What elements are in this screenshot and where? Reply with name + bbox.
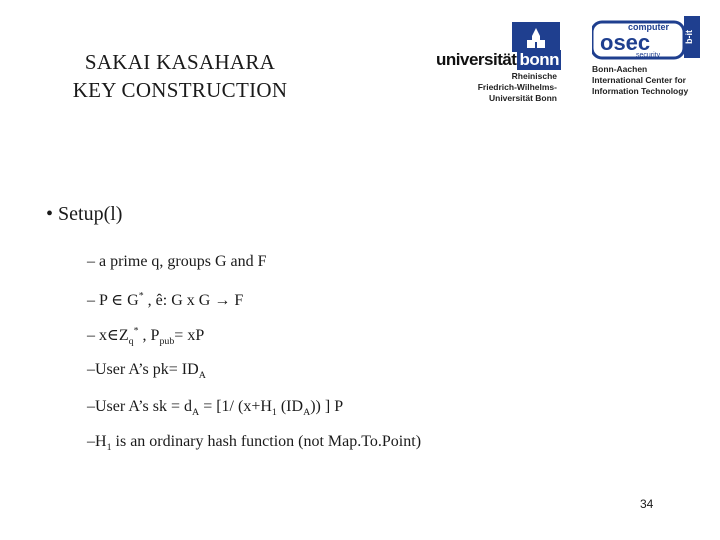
bit-subtitle-line: Information Technology [592,86,689,96]
setup-line-4 [87,361,206,381]
bit-logo [588,16,708,108]
line-2-post: , ê: G x G → F [143,292,244,309]
bonn-wordmark-box: bonn [519,50,560,69]
line-5-sub-3: A [303,407,311,419]
line-1-text: a prime q, groups G and F [99,253,267,270]
slide-title [40,48,320,104]
setup-heading: Setup(l) [58,203,123,225]
bit-mark-main-text: osec [600,30,651,55]
university-bonn-logo [436,22,561,106]
bit-mark-bottom-text: security [636,52,661,59]
bonn-subtitle-line: Rheinische [511,71,557,81]
line-3-sup-star: * [133,325,139,337]
line-5-pre: –User A’s sk = d [87,398,193,415]
bullet-symbol: • [46,203,54,225]
bonn-seal-icon [512,22,560,52]
title-line-2: KEY CONSTRUCTION [72,78,288,102]
title-line-1: SAKAI KASAHARA [84,50,276,74]
setup-line-1 [87,253,267,271]
line-3-sub-q: q [128,336,134,348]
page-number: 34 [640,497,654,511]
b-it-cosec-mark [592,16,702,62]
line-6-sub: 1 [106,442,112,454]
bit-subtitle [592,64,688,97]
setup-line-6 [87,433,421,453]
setup-line-3 [87,325,204,347]
line-2-sup: * [138,290,144,302]
line-5-mid-1: = [1/ (x+H [199,398,272,415]
bit-subtitle-line: International Center for [592,75,686,85]
bonn-subtitle-line: Universität Bonn [488,93,557,103]
bonn-subtitle-line: Friedrich-Wilhelms- [477,82,557,92]
line-6-post: is an ordinary hash function (not Map.To.Point) [111,433,422,450]
line-5-sub-1: A [192,407,200,419]
line-6-pre: –H [87,433,107,450]
line-5-mid-2: (ID [276,398,304,415]
setup-line-5 [87,398,343,418]
setup-line-2 [87,290,243,310]
bit-subtitle-line: Bonn-Aachen [592,64,648,74]
line-5-sub-2: 1 [271,407,277,419]
bonn-wordmark-main: universität [436,50,517,69]
line-3-sub-pub: pub [159,336,175,348]
line-1-dash: – [87,253,95,270]
line-3-post: = xP [174,327,205,344]
line-4-sub: A [198,370,206,382]
line-4-pre: –User A’s pk= ID [87,361,199,378]
line-2-pre: – P ∈ G [87,292,139,309]
line-5-post: )) ] P [310,398,344,415]
bonn-wordmark [436,50,561,70]
bonn-subtitle [478,71,557,104]
setup-bullet [46,203,122,226]
line-3-pre: – x∈Z [87,327,129,344]
line-3-mid: , P [138,327,160,344]
bit-mark-top-text: computer [628,22,670,32]
bit-mark-side-text: b-it [684,30,694,44]
